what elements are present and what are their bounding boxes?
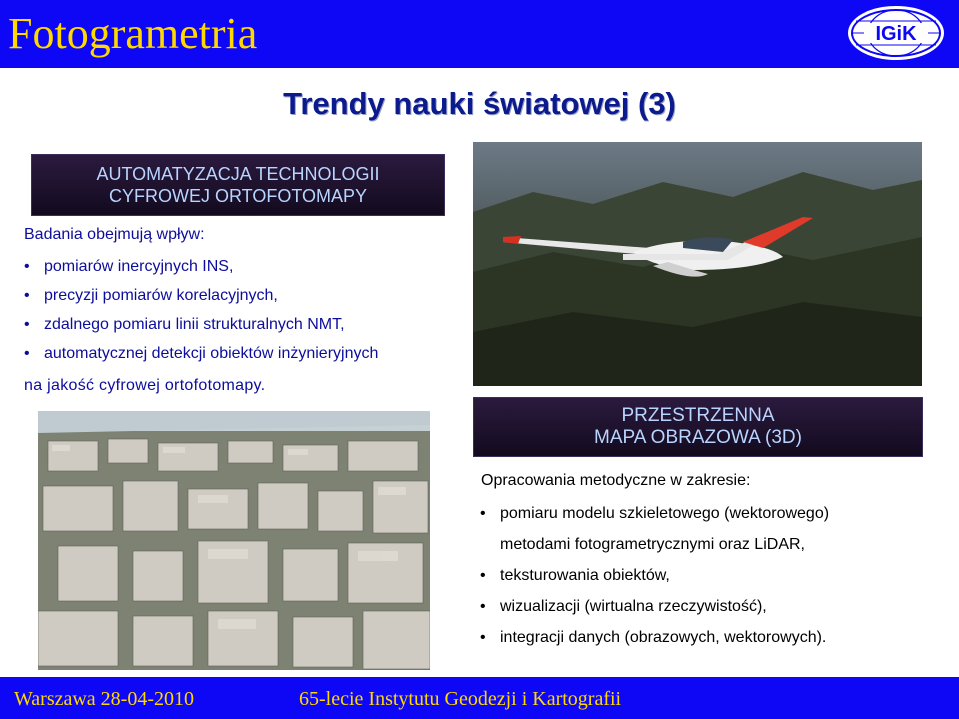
igik-logo-icon — [846, 4, 946, 62]
slide-subtitle: Trendy nauki światowej (3) — [283, 86, 676, 121]
list-item: • wizualizacji (wirtualna rzeczywistość), — [476, 596, 829, 627]
list-item: • zdalnego pomiaru linii strukturalnych NMT, — [20, 314, 378, 343]
footer-date: Warszawa 28-04-2010 — [14, 688, 194, 710]
logo-text: IGiK — [875, 23, 917, 45]
list-item: • integracji danych (obrazowych, wektorowych). — [476, 627, 829, 658]
left-intro-text: Badania obejmują wpływ: — [24, 226, 205, 243]
right-bullet-list — [476, 503, 829, 658]
3d-map-heading-box — [473, 397, 923, 457]
list-item: • pomiarów inercyjnych INS, — [20, 256, 378, 285]
list-item: • precyzji pomiarów korelacyjnych, — [20, 285, 378, 314]
header-bar — [0, 0, 959, 68]
footer-event: 65-lecie Instytutu Geodezji i Kartografii — [299, 688, 622, 710]
list-item-continuation: metodami fotogrametrycznymi oraz LiDAR, — [500, 536, 805, 553]
3d-map-heading-line1: PRZESTRZENNA — [621, 405, 775, 426]
left-bullet-list — [20, 256, 378, 372]
left-outro-text: na jakość cyfrowej ortofotomapy. — [24, 377, 266, 394]
automation-heading-line1: AUTOMATYZACJA TECHNOLOGII — [96, 164, 380, 184]
header-title: Fotogrametria — [8, 9, 258, 58]
list-item: • teksturowania obiektów, — [476, 565, 829, 596]
automation-heading-line2: CYFROWEJ ORTOFOTOMAPY — [108, 186, 368, 206]
city-3d-model-image — [38, 411, 430, 670]
aircraft-photo — [473, 142, 922, 386]
list-item: • automatycznej detekcji obiektów inżynieryjnych — [20, 343, 378, 372]
automation-heading-box — [31, 154, 445, 216]
right-intro-text: Opracowania metodyczne w zakresie: — [481, 472, 751, 489]
3d-map-heading-line2: MAPA OBRAZOWA (3D) — [594, 427, 802, 448]
list-item: • pomiaru modelu szkieletowego (wektorowego) — [476, 503, 829, 534]
